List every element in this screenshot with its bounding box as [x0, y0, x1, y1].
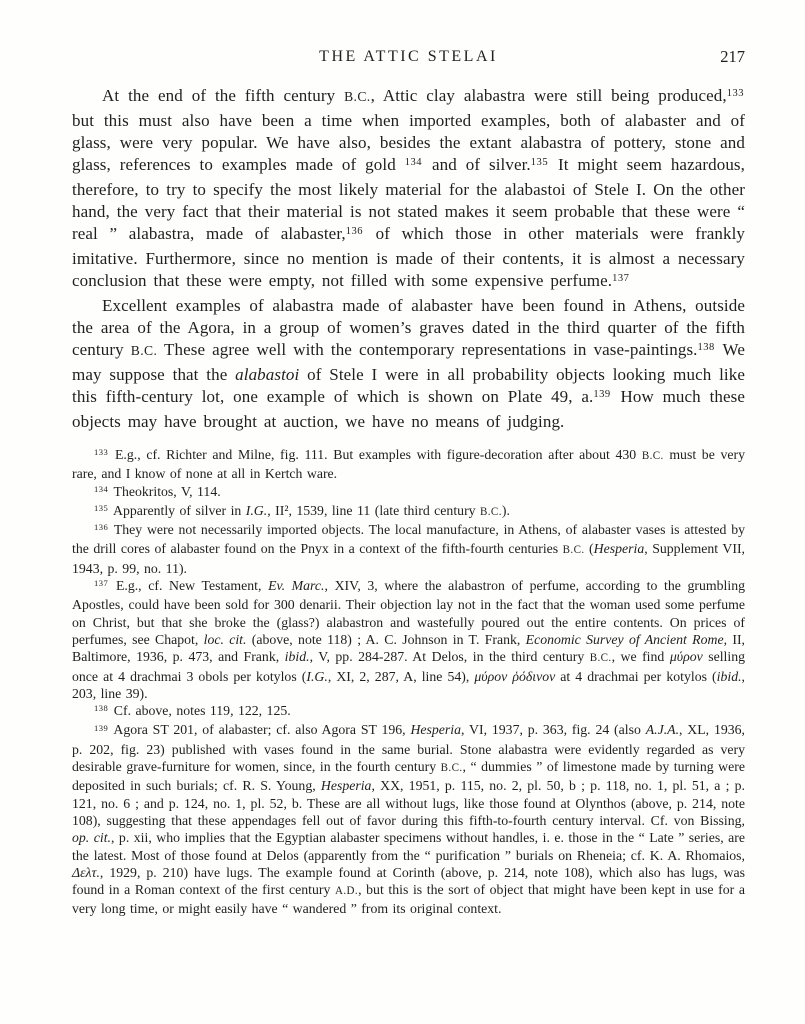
body-text [72, 85, 745, 433]
footnote-ref: 137 [94, 578, 109, 589]
footnote-ref: 139 [94, 722, 109, 733]
running-title: THE ATTIC STELAI [319, 48, 498, 65]
footnotes-section [72, 446, 745, 918]
footnote-ref: 136 [345, 226, 364, 238]
footnote-ref: 138 [94, 703, 109, 714]
footnote-ref: 134 [404, 157, 423, 169]
page-number: 217 [720, 47, 745, 66]
footnote-ref: 136 [94, 522, 109, 533]
footnote-ref: 134 [94, 483, 109, 494]
footnote-ref: 139 [593, 389, 611, 401]
footnote-139: $^{139}$ Agora ST 201, of alabaster; cf. also Agora ST 196, Hesperia, VI, 1937, p. 363, fig. 24 (also A.J.A., XL, 1936, p. 202, fig. 23) published with vases found in the same burial. Stone alabastra were evidently regarded as very desirable grave-furniture for women, since, in the fourth century B.C., “ dummies ” of limestone made by turning were deposited in such burials; cf. R. S. Young, Hesperia, XX, 1951, p. 115, no. 2, pl. 50, b ; p. 118, no. 1, pl. 51, a ; p. 121, no. 6 ; and p. 124, no. 1, pl. 52, b. These are all without lugs, like those found at Olynthos (above, p. 214, note 108), suggesting that these appendages fell out of favor during this fifth-to-fourth century interval. Cf. von Bissing, op. cit., p. xii, who implies that the Egyptian alabaster specimens without handles, i. e. those in the “ Late ” series, are the latest. Most of those found at Delos (apparently from the “ purification ” burials on Rheneia; cf. K. A. Rhomaios, Δελτ., 1929, p. 210) have lugs. The example found at Corinth (above, p. 214, note 108), which also has lugs, was found in a Roman context of the first century A.D., but this is the sort of object that might have been kept in use for a very long time, or might easily have “ wandered ” from its original context. [72, 722, 746, 917]
page-header [72, 46, 745, 67]
footnote-ref: 135 [94, 503, 109, 514]
footnote-136: $^{136}$ They were not necessarily imported objects. The local manufacture, in Athens, of alabaster vases is attested by the drill cores of alabaster found on the Pnyx in a context of the fifth-fourth centuries B.C. (Hesperia, Supplement VII, 1943, p. 99, no. 11). [72, 522, 745, 576]
footnote-ref: 138 [697, 342, 715, 354]
footnote-ref: 133 [726, 88, 744, 100]
footnote-ref: 135 [530, 157, 549, 169]
footnote-ref: 137 [612, 273, 630, 285]
footnote-138: $^{138}$ Cf. above, notes 119, 122, 125. [94, 703, 291, 719]
paragraph-1: At the end of the fifth century B.C., Attic clay alabastra were still being produced,$^{133}$ but this must also have been a time when imported examples, both of alabaster and of glass, were very popular. We have also, besides the extant alabastra of pottery, stone and glass, references to examples made of gold $^{134}$ and of silver.$^{135}$ It might seem hazardous, therefore, to try to specify the most likely material for the alabastoi of Stele I. On the other hand, the very fact that their material is not stated makes it seem probable that these were “ real ” alabastra, made of alabaster,$^{136}$ of which those in other materials were frankly imitative. Furthermore, since no mention is made of their contents, it is almost a necessary conclusion that these were empty, not filled with some expensive perfume.$^{137}$ [72, 86, 745, 290]
footnote-137: $^{137}$ E.g., cf. New Testament, Ev. Marc., XIV, 3, where the alabastron of perfume, according to the grumbling Apostles, could have been sold for 300 denarii. Their objection lay not in the fact that the woman used some perfume on Christ, but that she broke the (glass?) alabastron and wastefully poured out the entire contents. On prices of perfumes, see Chapot, loc. cit. (above, note 118) ; A. C. Johnson in T. Frank, Economic Survey of Ancient Rome, II, Baltimore, 1936, p. 473, and Frank, ibid., V, pp. 284-287. At Delos, in the third century B.C., we find μύρον selling once at 4 drachmai 3 obols per kotylos (I.G., XI, 2, 287, A, line 54), μύρον ῥόδινον at 4 drachmai per kotylos (ibid., 203, line 39). [72, 578, 746, 701]
footnote-ref: 133 [94, 447, 109, 458]
paragraph-2: Excellent examples of alabastra made of alabaster have been found in Athens, outside the area of the Agora, in a group of women’s graves dated in the third quarter of the fifth century B.C. These agree well with the contemporary representations in vase-paintings.$^{138}$ We may suppose that the alabastoi of Stele I were in all probability objects looking much like this fifth-century lot, one example of which is shown on Plate 49, a.$^{139}$ How much these objects may have brought at auction, we have no means of judging. [72, 296, 745, 431]
footnote-135: $^{135}$ Apparently of silver in I.G., II², 1539, line 11 (late third century B.C.). [94, 502, 510, 518]
footnote-134: $^{134}$ Theokritos, V, 114. [94, 483, 221, 499]
footnote-133: $^{133}$ E.g., cf. Richter and Milne, fig. 111. But examples with figure-decoration after about 430 B.C. must be very rare, and I know of none at all in Kertch ware. [72, 447, 745, 482]
